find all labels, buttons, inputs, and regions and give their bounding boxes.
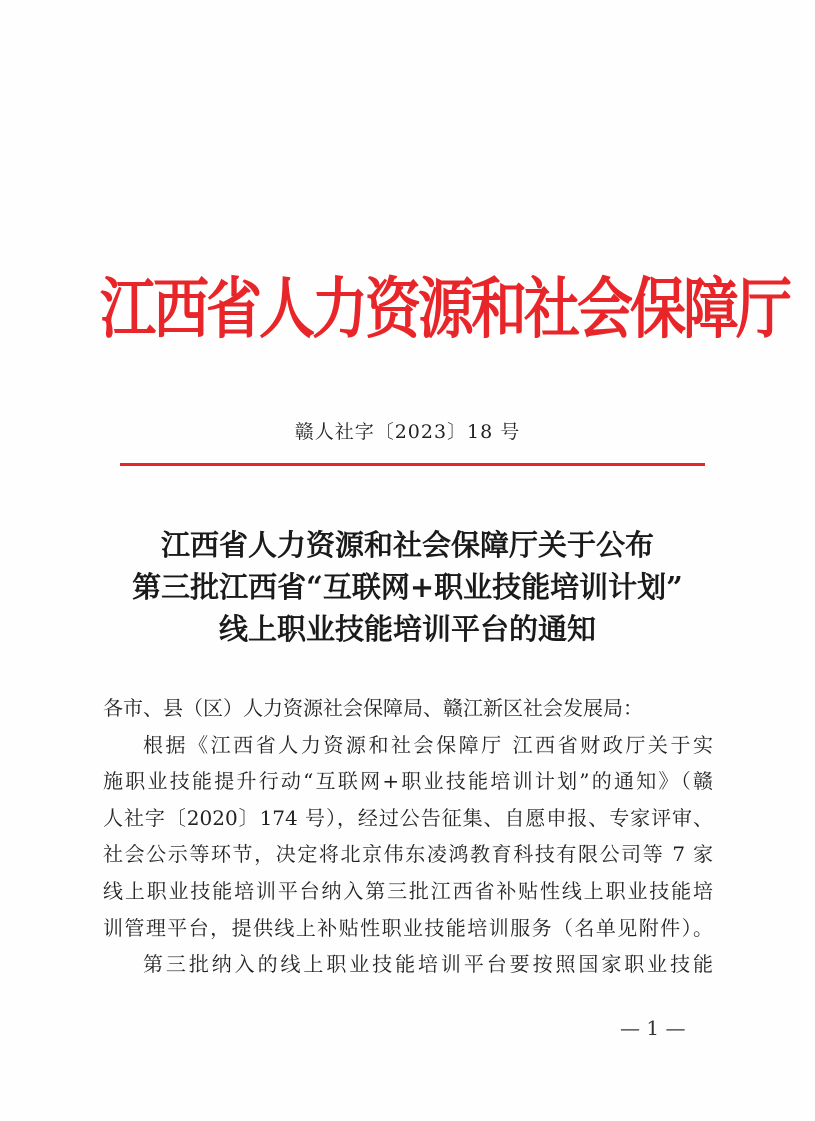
paragraph-line: 线上职业技能培训平台纳入第三批江西省补贴性线上职业技能培 bbox=[103, 878, 713, 903]
title-line: 第三批江西省“互联网+职业技能培训计划” bbox=[132, 570, 683, 604]
paragraph-line: 人社字〔2020〕174 号），经过公告征集、自愿申报、专家评审、 bbox=[103, 805, 713, 830]
paragraph-line: 第三批纳入的线上职业技能培训平台要按照国家职业技能 bbox=[143, 952, 713, 977]
title-line: 线上职业技能培训平台的通知 bbox=[218, 612, 596, 646]
paragraph-line: 施职业技能提升行动“互联网+职业技能培训计划”的通知》（赣 bbox=[103, 769, 713, 794]
red-divider-line bbox=[120, 463, 705, 466]
page-number: — 1 — bbox=[620, 1016, 686, 1040]
document-number: 赣人社字〔2023〕18 号 bbox=[294, 421, 521, 443]
paragraph-line: 根据《江西省人力资源和社会保障厅 江西省财政厅关于实 bbox=[143, 732, 713, 757]
paragraph-line: 训管理平台，提供线上补贴性职业技能培训服务（名单见附件）。 bbox=[103, 915, 713, 940]
title-line: 江西省人力资源和社会保障厅关于公布 bbox=[160, 528, 654, 562]
salutation: 各市、县（区）人力资源社会保障局、赣江新区社会发展局： bbox=[103, 696, 643, 720]
document-title bbox=[0, 524, 815, 650]
issuing-authority-header: 江西省人力资源和社会保障厅 bbox=[100, 270, 789, 349]
paragraph-line: 社会公示等环节，决定将北京伟东凌鸿教育科技有限公司等 7 家 bbox=[103, 842, 713, 867]
document-body bbox=[103, 690, 713, 983]
